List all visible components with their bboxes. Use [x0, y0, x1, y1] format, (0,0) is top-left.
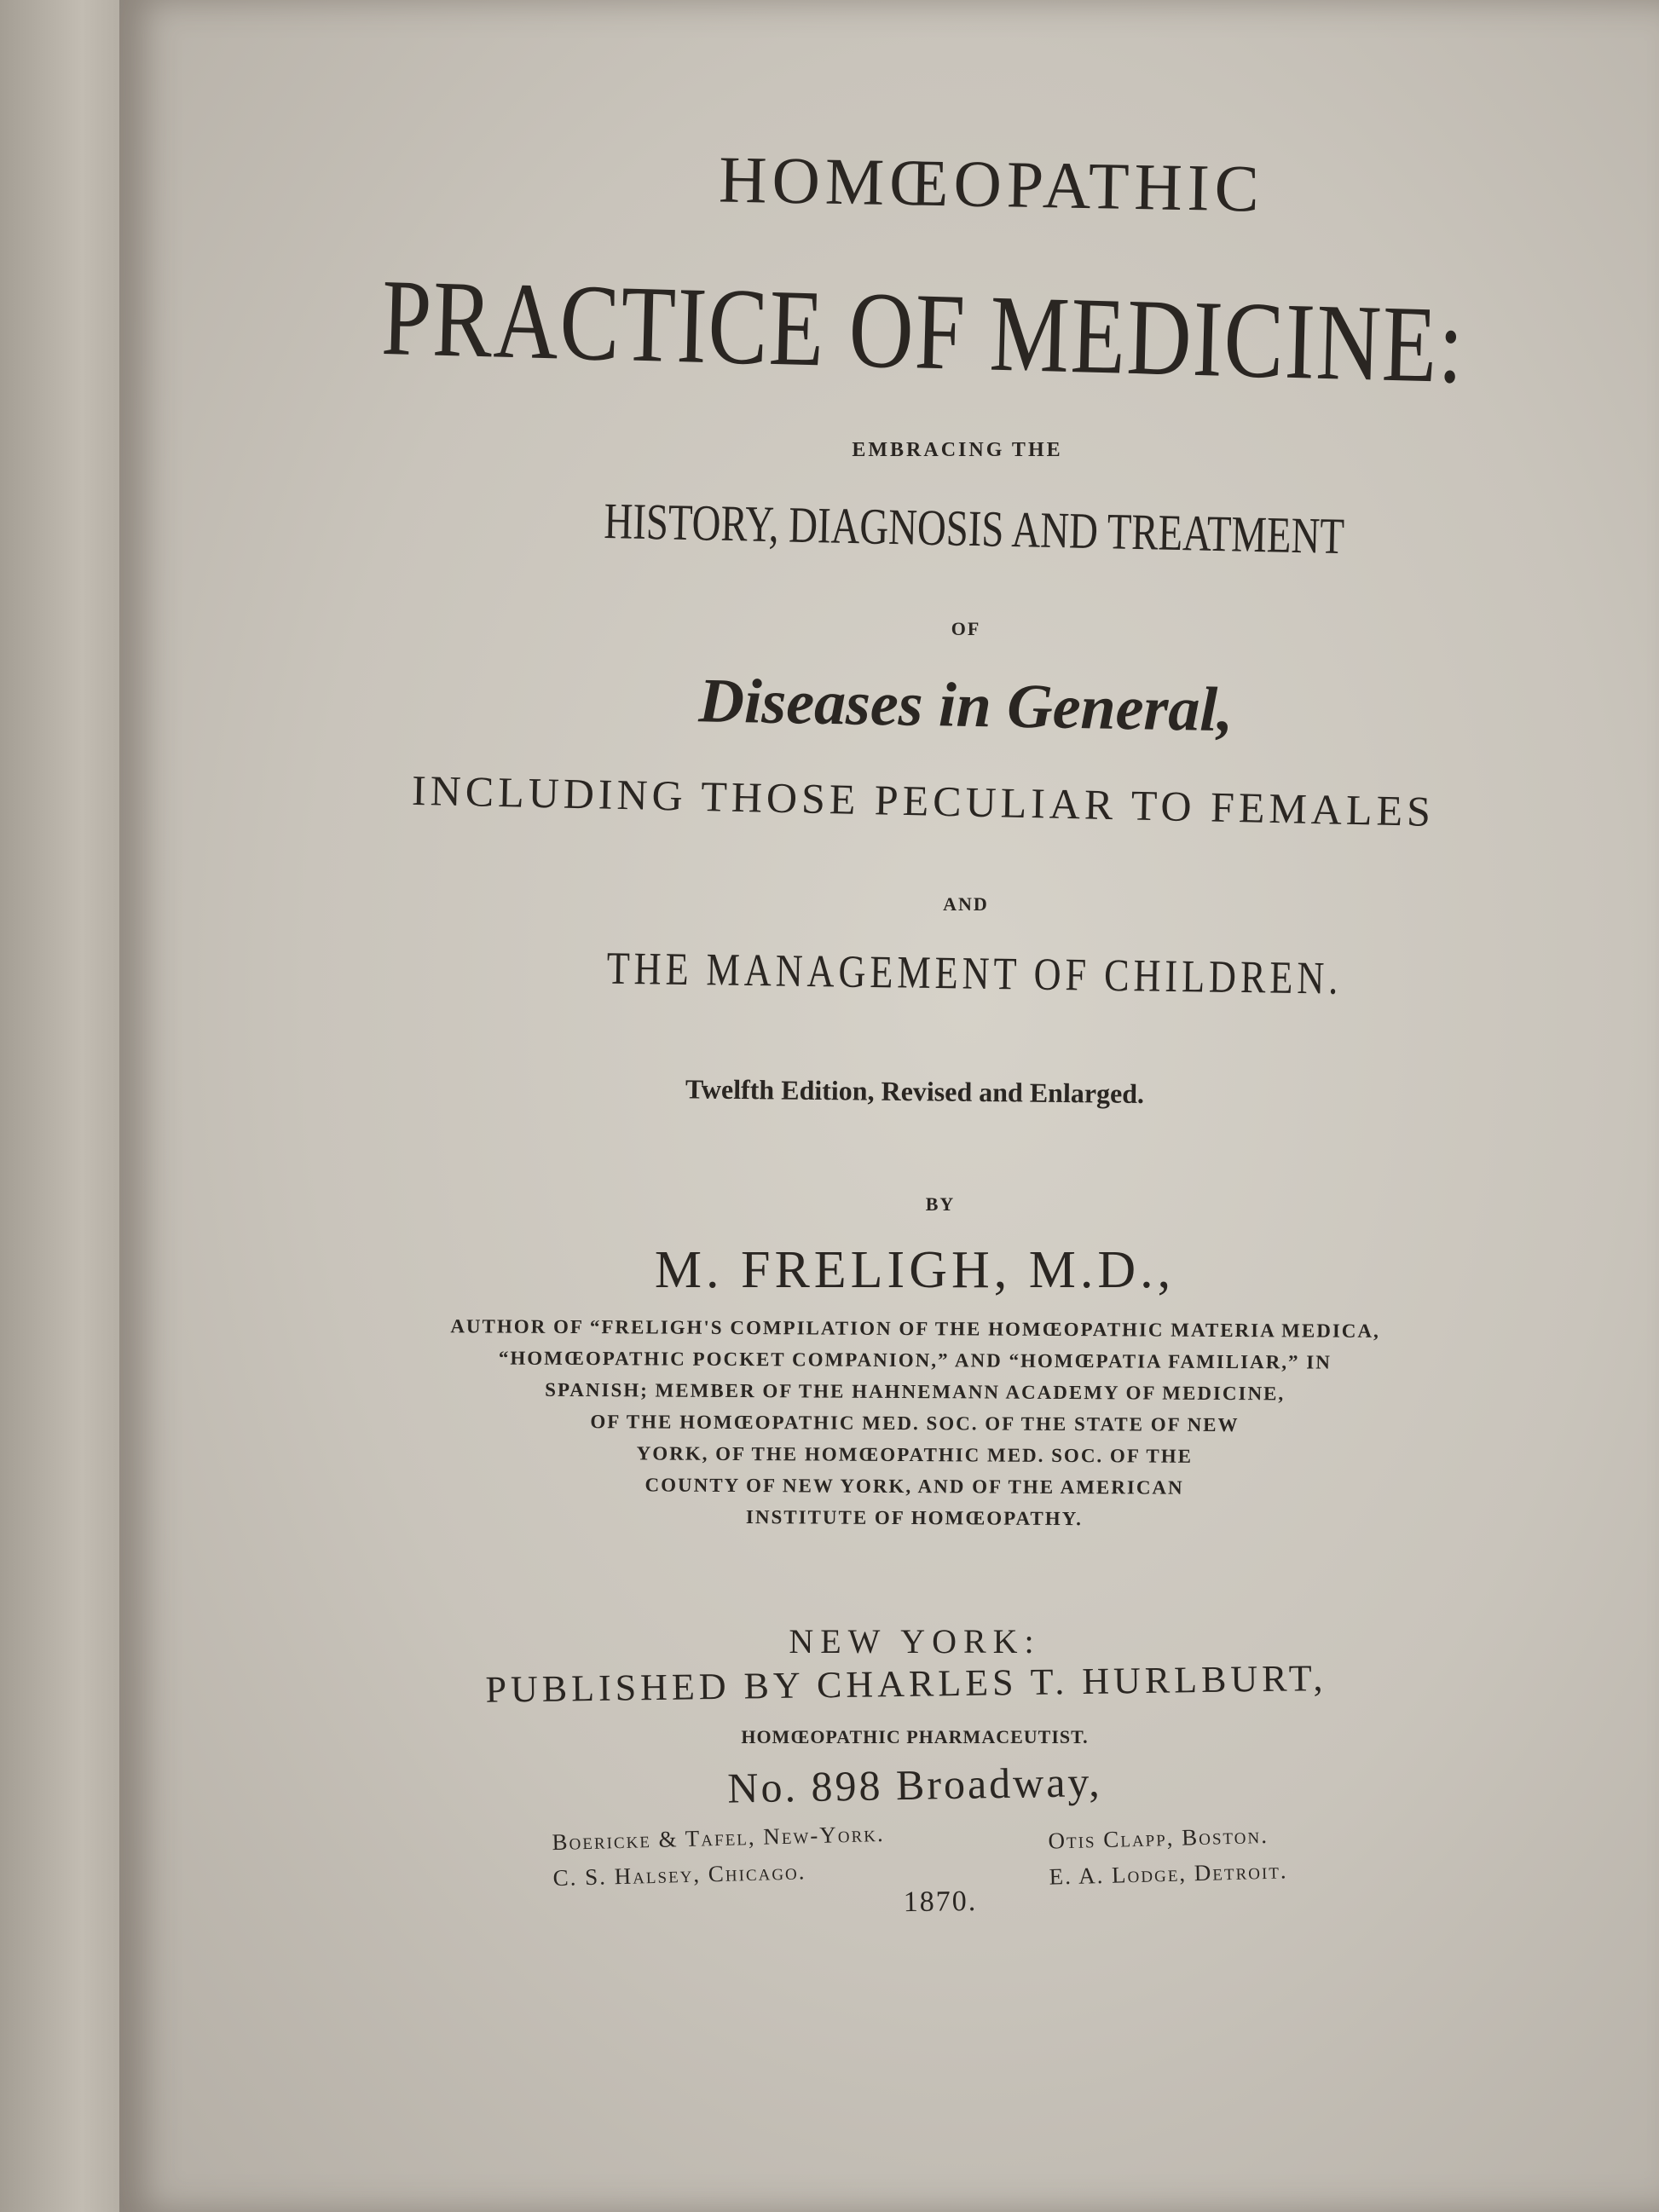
author-credits	[118, 1308, 1659, 1538]
title-line-homoeopathic: HOMŒOPATHIC	[718, 141, 1265, 226]
including-line: INCLUDING THOSE PECULIAR TO FEMALES	[411, 765, 1436, 835]
publisher-line: PUBLISHED BY CHARLES T. HURLBURT,	[485, 1656, 1327, 1711]
title-page	[119, 0, 1659, 2212]
agent-entry: C. S. Halsey, Chicago.	[552, 1858, 806, 1891]
agent-entry: E. A. Lodge, Detroit.	[1049, 1857, 1288, 1890]
credit-line: COUNTY OF NEW YORK, AND OF THE AMERICAN	[645, 1474, 1184, 1499]
credit-line: OF THE HOMŒOPATHIC MED. SOC. OF THE STATE OF NEW	[590, 1411, 1240, 1436]
agent-entry: Otis Clapp, Boston.	[1048, 1822, 1269, 1854]
management-text: THE MANAGEMENT OF CHILDREN.	[606, 942, 1343, 1004]
by-line: BY	[925, 1193, 956, 1215]
author-name: M. FRELIGH, M.D.,	[654, 1241, 1176, 1299]
embracing-line: EMBRACING THE	[852, 439, 1063, 461]
of-line: OF	[951, 618, 981, 639]
credit-line: SPANISH; MEMBER OF THE HAHNEMANN ACADEMY OF MEDICINE,	[545, 1378, 1286, 1405]
agents-left	[552, 1816, 886, 1896]
and-line: AND	[943, 893, 989, 915]
credit-line: INSTITUTE OF HOMŒOPATHY.	[745, 1506, 1083, 1530]
agent-entry: Boericke & Tafel, New-York.	[552, 1820, 886, 1856]
credit-line: YORK, OF THE HOMŒOPATHIC MED. SOC. OF THE	[636, 1442, 1194, 1467]
management-line	[119, 935, 1659, 1011]
publisher-address: No. 898 Broadway,	[726, 1757, 1103, 1812]
title-line-practice	[118, 248, 1659, 414]
publisher-role: HOMŒOPATHIC PHARMACEUTIST.	[741, 1726, 1089, 1747]
history-text: HISTORY, DIAGNOSIS AND TREATMENT	[604, 492, 1345, 565]
history-line	[118, 482, 1659, 575]
credit-line: AUTHOR OF “FRELIGH'S COMPILATION OF THE HOMŒOPATHIC MATERIA MEDICA,	[450, 1315, 1380, 1342]
publication-city: NEW YORK:	[789, 1622, 1041, 1660]
main-title: PRACTICE OF MEDICINE:	[380, 256, 1466, 407]
edition-line: Twelfth Edition, Revised and Enlarged.	[685, 1073, 1145, 1109]
credit-line: “HOMŒOPATHIC POCKET COMPANION,” AND “HOMŒPATIA FAMILIAR,” IN	[498, 1347, 1332, 1373]
diseases-line: Diseases in General,	[697, 666, 1234, 746]
publication-year: 1870.	[903, 1885, 978, 1919]
